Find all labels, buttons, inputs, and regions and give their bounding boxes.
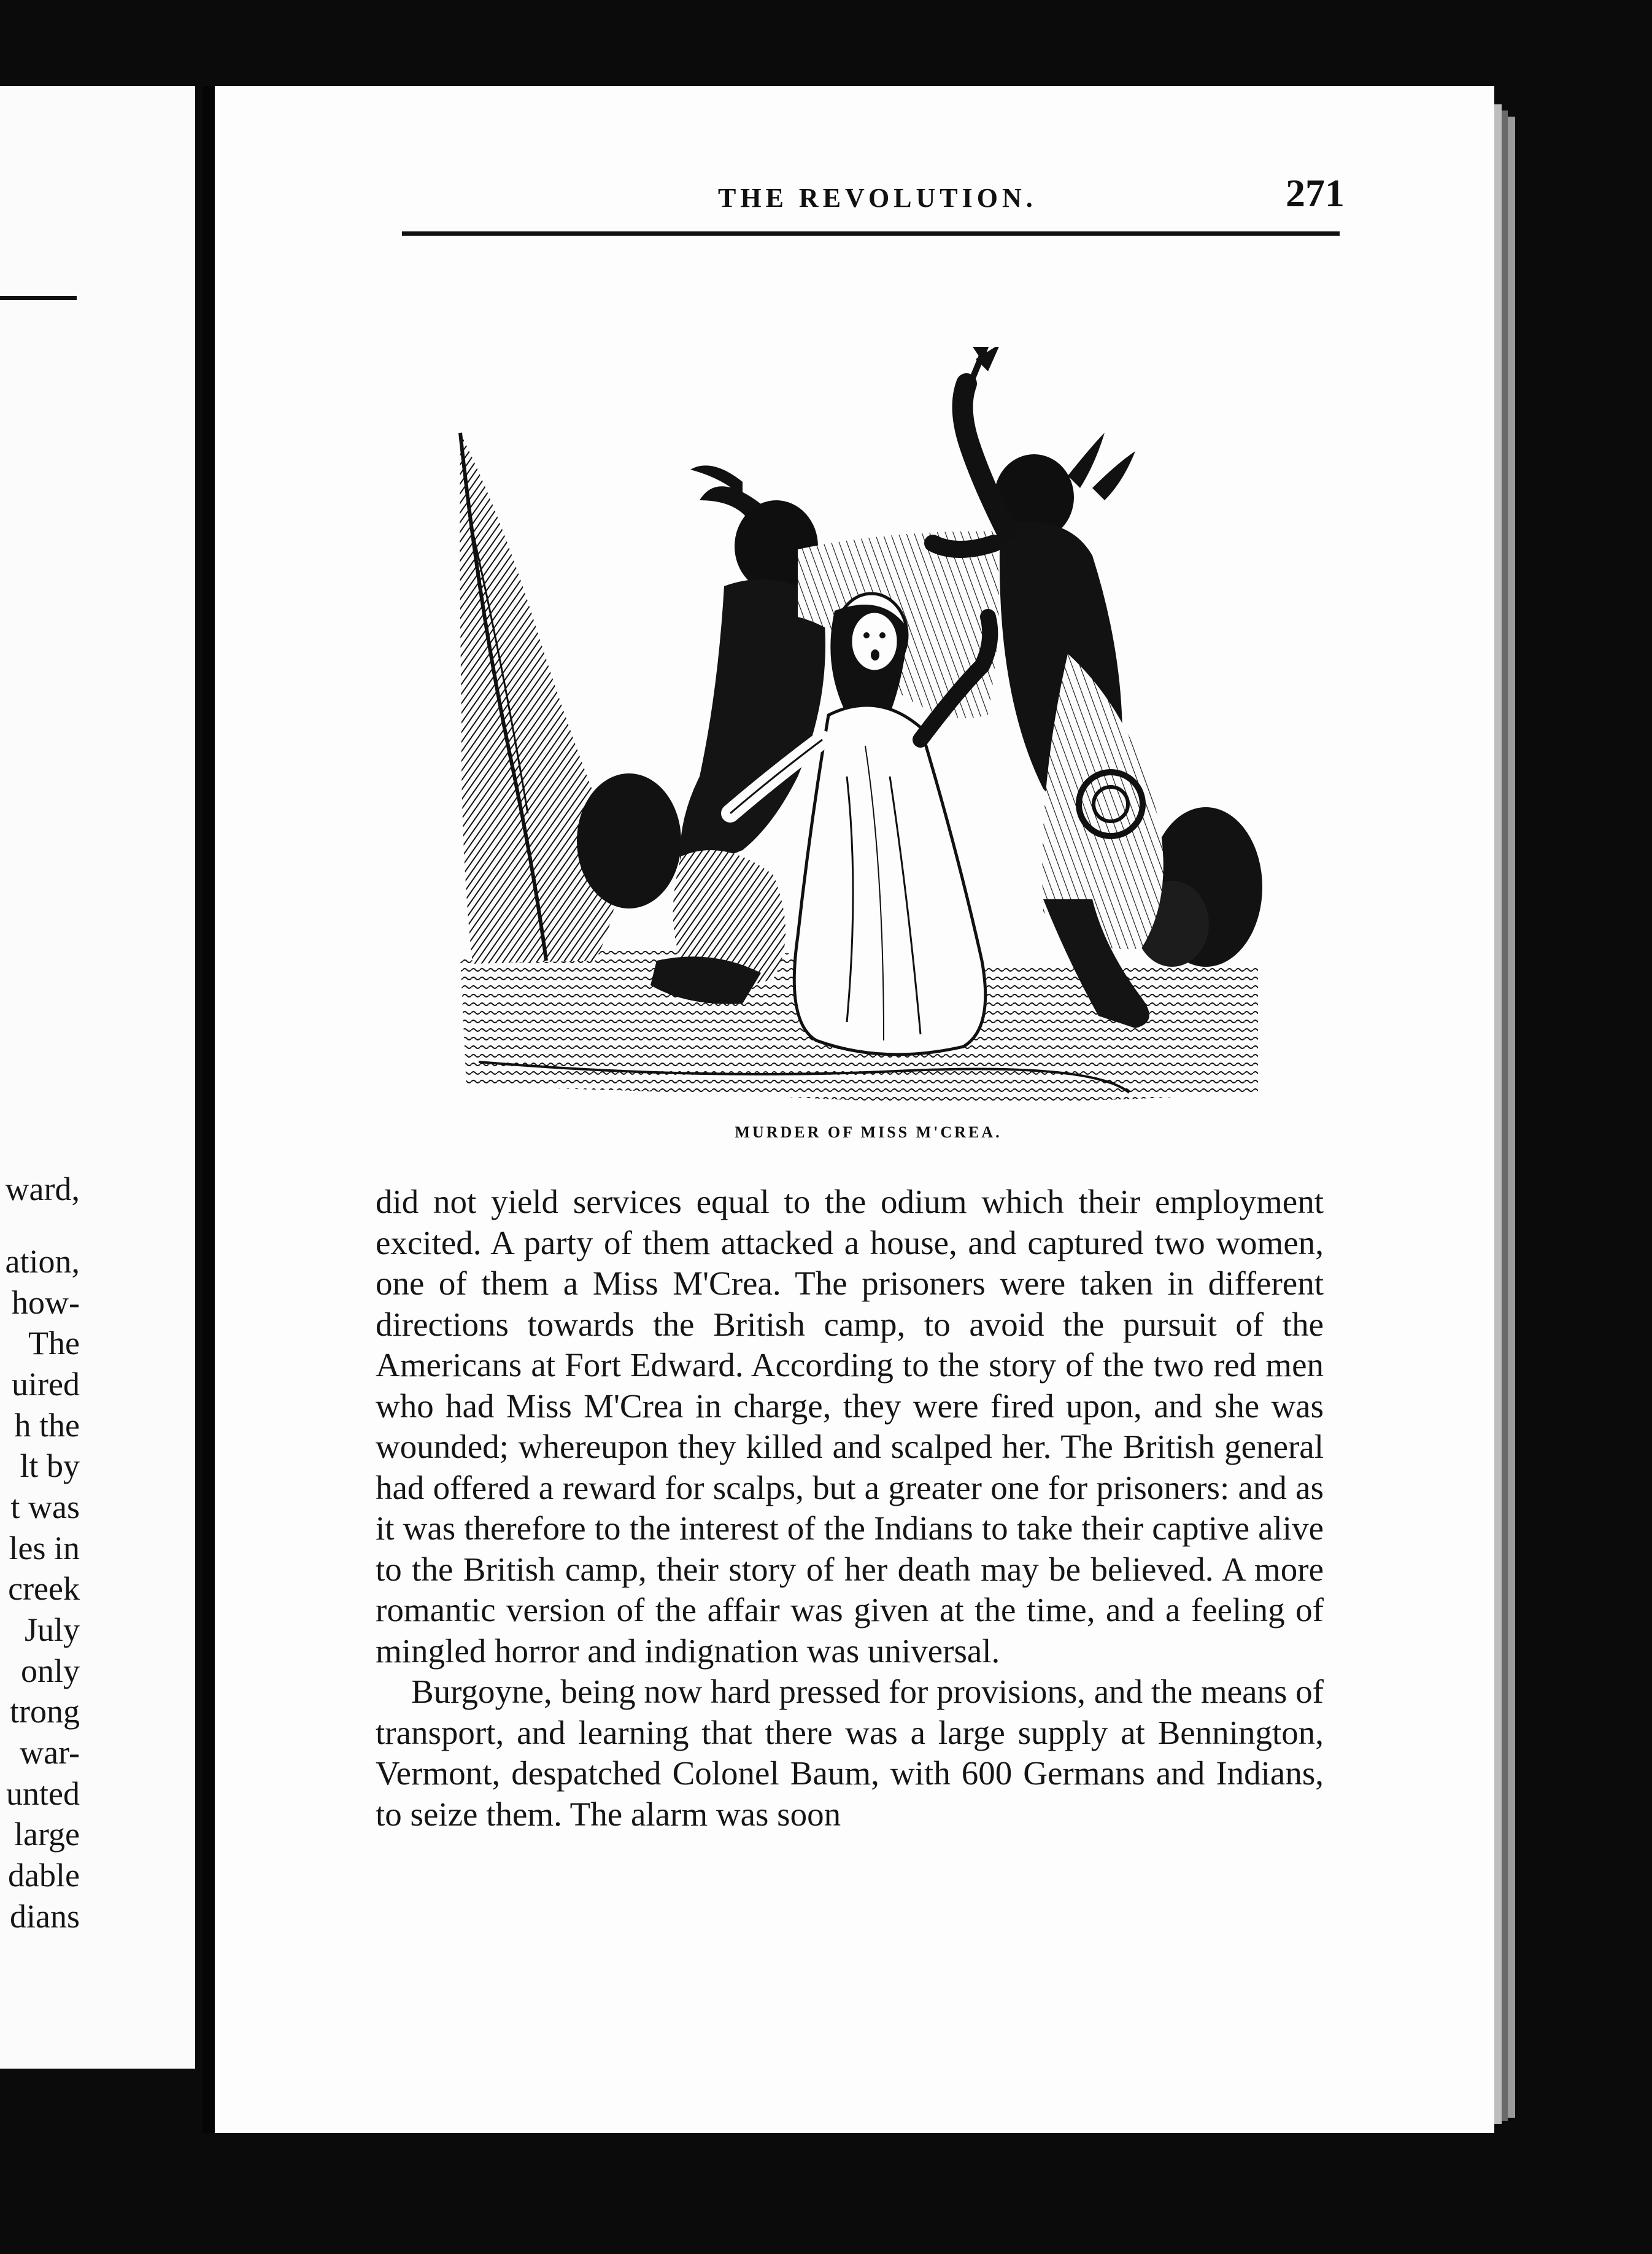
left-page: [0, 86, 195, 2069]
left-page-line: war-: [20, 1734, 80, 1771]
left-page-line: t was: [10, 1489, 80, 1525]
left-page-line: creek: [8, 1570, 80, 1607]
left-page-line: uired: [12, 1366, 80, 1403]
engraving-illustration: [454, 347, 1264, 1111]
header-rule: [402, 231, 1340, 236]
left-page-line: The: [28, 1325, 80, 1361]
page-edge-stack: [1508, 117, 1515, 2118]
left-page-line: les in: [9, 1530, 80, 1567]
book-gutter: [203, 86, 215, 2133]
paragraph: Burgoyne, being now hard pressed for provisions, and the means of transport, and learning that there was a large supply at Bennington, Vermont, despatched Colonel Baum, with 600 Germans and Indians, to seize them. The alarm was soon: [376, 1673, 1324, 1833]
left-page-line: unted: [6, 1775, 80, 1812]
left-page-line: trong: [10, 1693, 80, 1730]
left-page-line: July: [24, 1611, 80, 1648]
left-page-line: only: [20, 1652, 80, 1689]
page-number: 271: [1286, 171, 1345, 215]
left-page-line: dians: [10, 1898, 80, 1935]
page-edge-stack: [1502, 110, 1508, 2121]
page-edge-stack: [1494, 104, 1502, 2124]
left-page-line: dable: [8, 1857, 80, 1894]
left-page-line: large: [14, 1816, 80, 1853]
left-page-line: ation,: [5, 1243, 80, 1280]
body-text: [376, 1182, 1324, 1835]
left-page-line: h the: [14, 1407, 80, 1444]
left-page-header-rule: [0, 296, 77, 300]
left-page-line: how-: [12, 1284, 80, 1321]
running-head: THE REVOLUTION.: [718, 183, 1037, 213]
figure-caption: MURDER OF MISS M'CREA.: [735, 1123, 1002, 1141]
left-page-line: ward,: [5, 1171, 80, 1207]
paragraph: did not yield services equal to the odium which their employment excited. A party of them attacked a house, and captured two women, one of them a Miss M'Crea. The prisoners were taken in different directions towards the British camp, to avoid the pursuit of the Americans at Fort Edward. According to the story of the two red men who had Miss M'Crea in charge, they were fired upon, and she was wounded; whereupon they killed and scalped her. The British general had offered a reward for scalps, but a greater one for prisoners: and as it was therefore to the interest of the Indians to take their captive alive to the British camp, their story of her death may be believed. A more romantic version of the affair was given at the time, and a feeling of mingled horror and indignation was universal.: [376, 1183, 1324, 1670]
left-page-line: lt by: [20, 1447, 80, 1484]
